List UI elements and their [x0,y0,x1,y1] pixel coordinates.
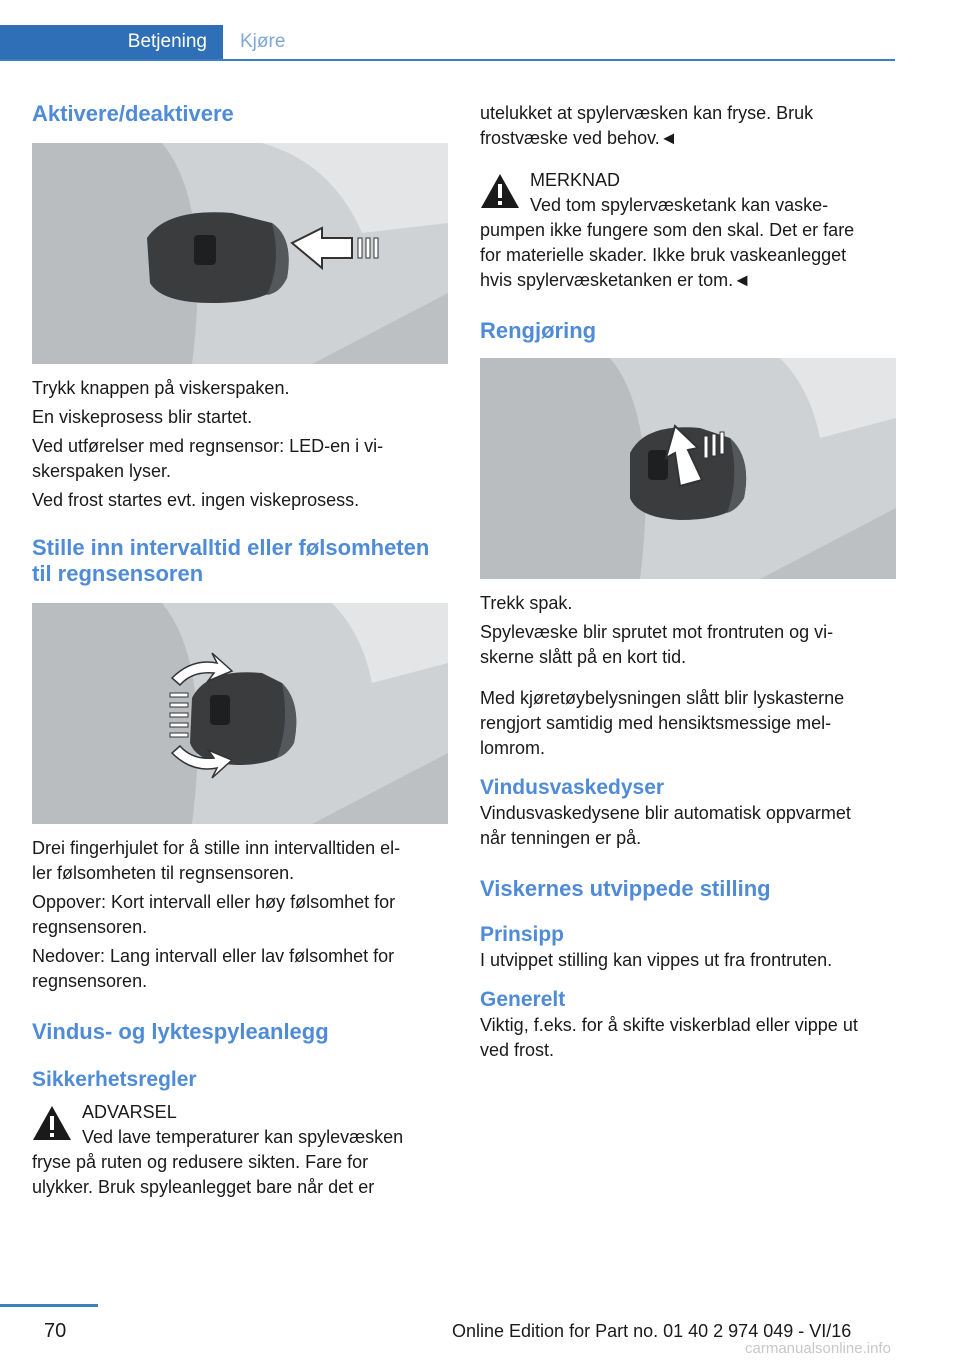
warning-text-1: Ved lave temperaturer kan spylevæsken [82,1127,404,1147]
note-text-2: pumpen ikke fungere som den skal. Det er fare [480,220,855,240]
chapter-tabs [0,25,895,61]
text-led-2: skerspaken lyser. [32,461,172,481]
note-text-3: for materielle skader. Ikke bruk vaskeanlegget [480,245,847,265]
text-down-1: Nedover: Lang intervall eller lav følsomhet for [32,946,395,966]
warning-block [32,1099,448,1200]
left-column [32,100,448,1200]
note-text-4: hvis spylervæsketanken er tom.◄ [480,270,751,290]
page-number: 70 [44,1320,67,1342]
watermark: carmanualsonline.info [745,1340,891,1357]
text-spray-1: Spylevæske blir sprutet mot frontruten og vi‐ [480,622,834,642]
text-cont-1: utelukket at spylervæsken kan fryse. Bruk [480,103,814,123]
tab-kjore[interactable]: Kjøre [240,31,286,52]
text-spray-2: skerne slått på en kort tid. [480,647,687,667]
heading-activate: Aktivere/deaktivere [32,101,234,126]
text-principle: I utvippet stilling kan vippes ut fra frontruten. [480,950,833,970]
figure-wiper-pull [480,358,896,579]
text-turn-1: Drei fingerhjulet for å stille inn intervalltiden el‐ [32,838,401,858]
text-lights-3: lomrom. [480,738,546,758]
edition-note: Online Edition for Part no. 01 40 2 974 049 - VI/16 [452,1321,852,1341]
text-press: Trykk knappen på viskerspaken. [32,378,290,398]
heading-safety: Sikkerhetsregler [32,1068,197,1091]
text-started: En viskeprosess blir startet. [32,407,253,427]
heading-washer-system: Vindus- og lyktespyleanlegg [32,1019,329,1044]
figure-wiper-wheel [32,603,448,824]
heading-tilted: Viskernes utvippede stilling [480,876,771,901]
footer-rule [0,1304,98,1307]
text-pull: Trekk spak. [480,593,573,613]
warning-icon [480,173,520,209]
text-turn-2: ler følsomheten til regnsensoren. [32,863,295,883]
heading-interval-1: Stille inn intervalltid eller følsomheten [32,535,430,560]
heading-principle: Prinsipp [480,923,565,946]
heading-cleaning: Rengjøring [480,318,597,343]
text-lights-2: rengjort samtidig med hensiktsmessige mel‐ [480,713,832,733]
heading-nozzles: Vindusvaskedyser [480,776,665,799]
note-block [480,167,896,293]
note-text-1: Ved tom spylervæsketank kan vaske‐ [530,195,829,215]
heading-interval-2: til regnsensoren [32,561,204,586]
text-nozzles-1: Vindusvaskedysene blir automatisk oppvarmet [480,803,851,823]
text-general-2: ved frost. [480,1040,555,1060]
text-down-2: regnsensoren. [32,971,148,991]
text-lights-1: Med kjøretøybelysningen slått blir lyskasterne [480,688,845,708]
figure-wiper-press [32,143,448,364]
heading-general: Generelt [480,988,566,1011]
warning-icon [32,1105,72,1141]
text-up-1: Oppover: Kort intervall eller høy følsomhet for [32,892,396,912]
text-cont-2: frostvæske ved behov.◄ [480,128,678,148]
text-general-1: Viktig, f.eks. for å skifte viskerblad eller vippe ut [480,1015,858,1035]
tab-betjening[interactable]: Betjening [0,25,223,61]
text-nozzles-2: når tenningen er på. [480,828,642,848]
text-led-1: Ved utførelser med regnsensor: LED-en i vi‐ [32,436,384,456]
header-rule [0,59,895,61]
text-up-2: regnsensoren. [32,917,148,937]
text-frost: Ved frost startes evt. ingen viskeprosess. [32,490,360,510]
note-title: MERKNAD [530,170,621,190]
warning-text-3: ulykker. Bruk spyleanlegget bare når det er [32,1177,375,1197]
warning-title: ADVARSEL [82,1102,177,1122]
right-column [480,100,896,1063]
warning-text-2: fryse på ruten og redusere sikten. Fare for [32,1152,369,1172]
